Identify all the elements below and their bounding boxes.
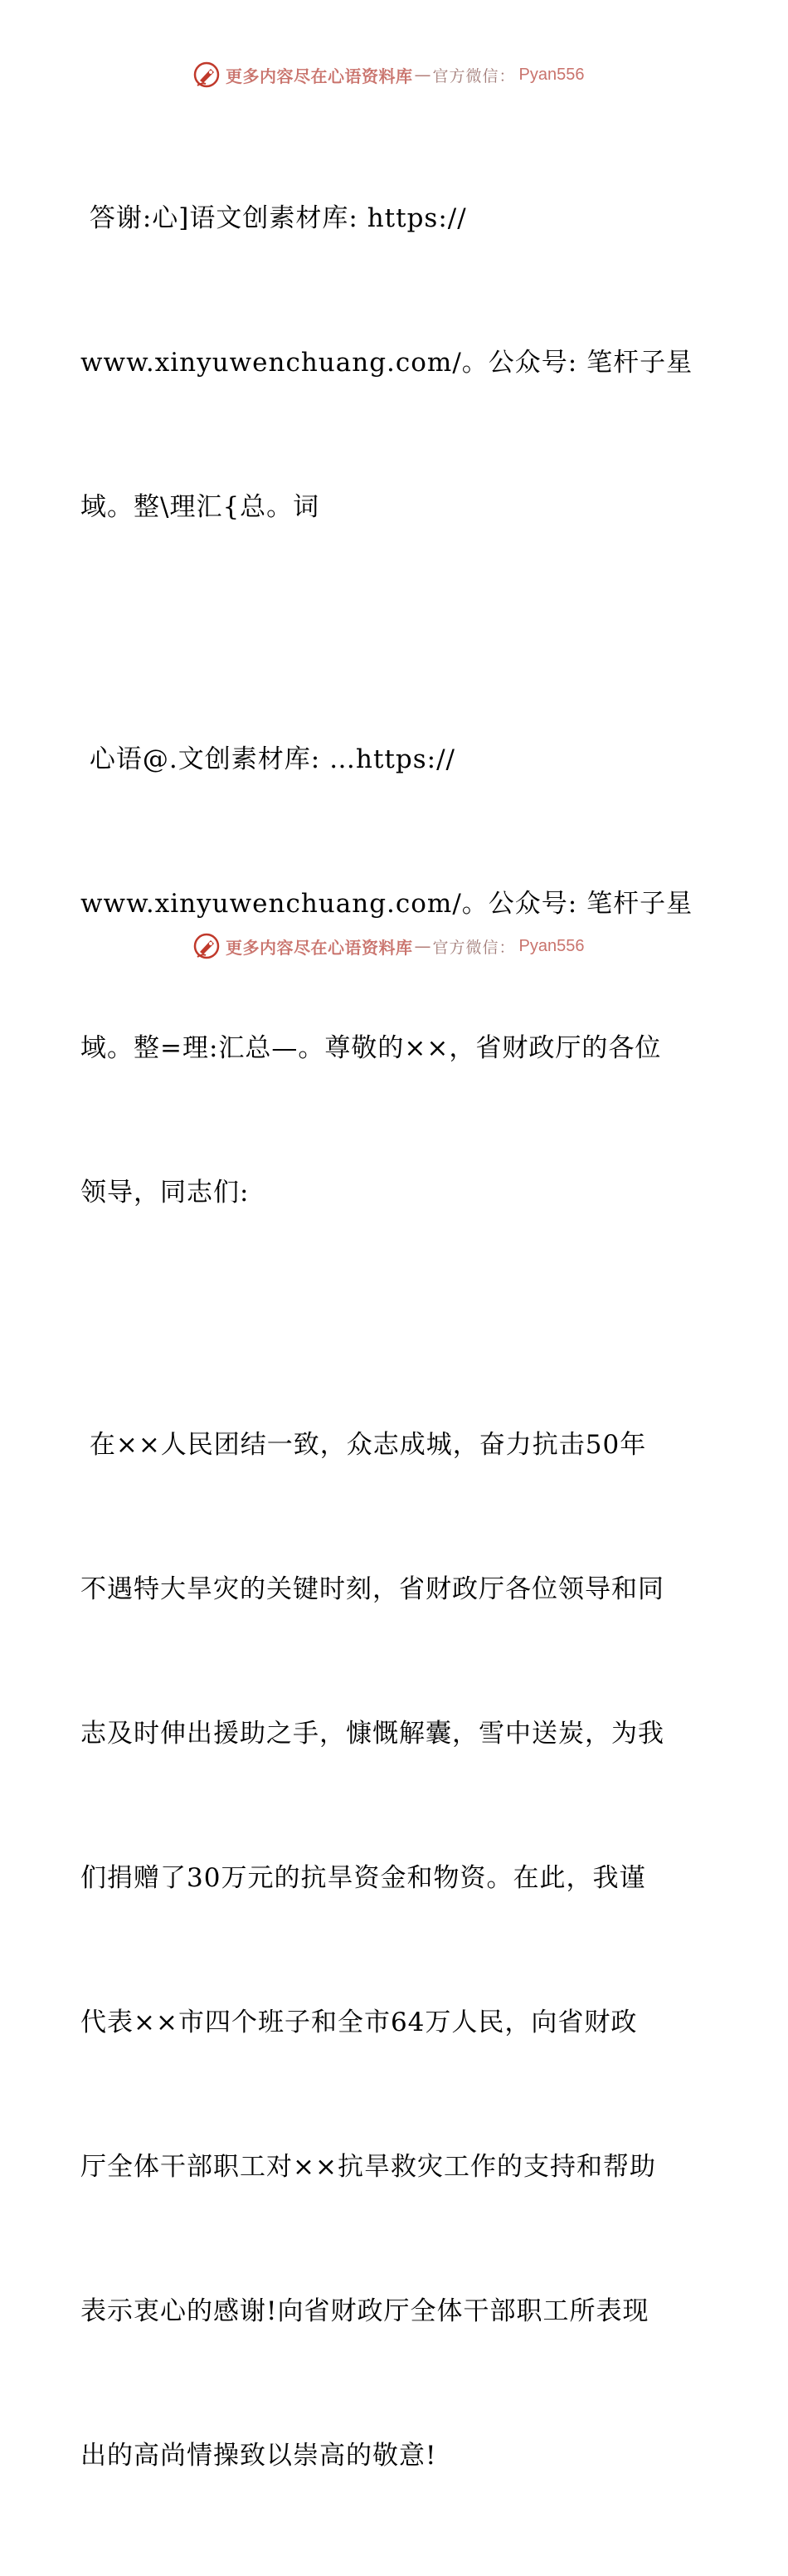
- text-line: 答谢:心]语文创素材库: https://: [80, 203, 467, 233]
- text-line: 心语@.文创素材库: …https://: [80, 744, 455, 774]
- paragraph-salutation: [80, 639, 711, 1313]
- text-line: 领导，同志们:: [80, 1178, 250, 1208]
- text-line: 志及时伸出援助之手，慷慨解囊，雪中送炭，为我: [80, 1719, 664, 1749]
- document-body: [80, 98, 711, 2576]
- text-line: 在××人民团结一致，众志成城，奋力抗击50年: [80, 1430, 647, 1460]
- paragraph-acknowledgement: [80, 98, 711, 627]
- text-line: www.xinyuwenchuang.com/。公众号: 笔杆子星: [80, 889, 693, 919]
- paragraph-main: [80, 1325, 711, 2576]
- text-line: www.xinyuwenchuang.com/。公众号: 笔杆子星: [80, 348, 693, 378]
- text-line: 代表××市四个班子和全市64万人民，向省财政: [80, 2008, 638, 2037]
- banner-wechat-id: Pyan556: [518, 936, 585, 955]
- text-line: 域。整=理:汇总—。尊敬的××，省财政厅的各位: [80, 1033, 662, 1063]
- banner-main-text: 更多内容尽在心语资料库: [226, 937, 413, 958]
- text-line: 表示衷心的感谢!向省财政厅全体干部职工所表现: [80, 2296, 649, 2326]
- pen-nib-logo-icon: [192, 61, 221, 89]
- pen-nib-logo-icon: [192, 932, 221, 960]
- banner-official-label: 官方微信：: [432, 938, 516, 957]
- banner-main-text: 更多内容尽在心语资料库: [226, 66, 413, 86]
- banner-separator: —: [414, 936, 431, 956]
- banner-separator: —: [414, 65, 431, 85]
- banner-wechat-id: Pyan556: [518, 65, 585, 84]
- header-banner[interactable]: [192, 60, 584, 90]
- text-line: 域。整\理汇{总。词: [80, 492, 320, 522]
- text-line: 厅全体干部职工对××抗旱救灾工作的支持和帮助: [80, 2152, 656, 2182]
- footer-banner[interactable]: [192, 931, 584, 961]
- text-line: 不遇特大旱灾的关键时刻，省财政厅各位领导和同: [80, 1574, 664, 1604]
- banner-official-label: 官方微信：: [432, 66, 516, 85]
- text-line: 出的高尚情操致以崇高的敬意!: [80, 2441, 437, 2471]
- text-line: 们捐赠了30万元的抗旱资金和物资。在此，我谨: [80, 1863, 646, 1893]
